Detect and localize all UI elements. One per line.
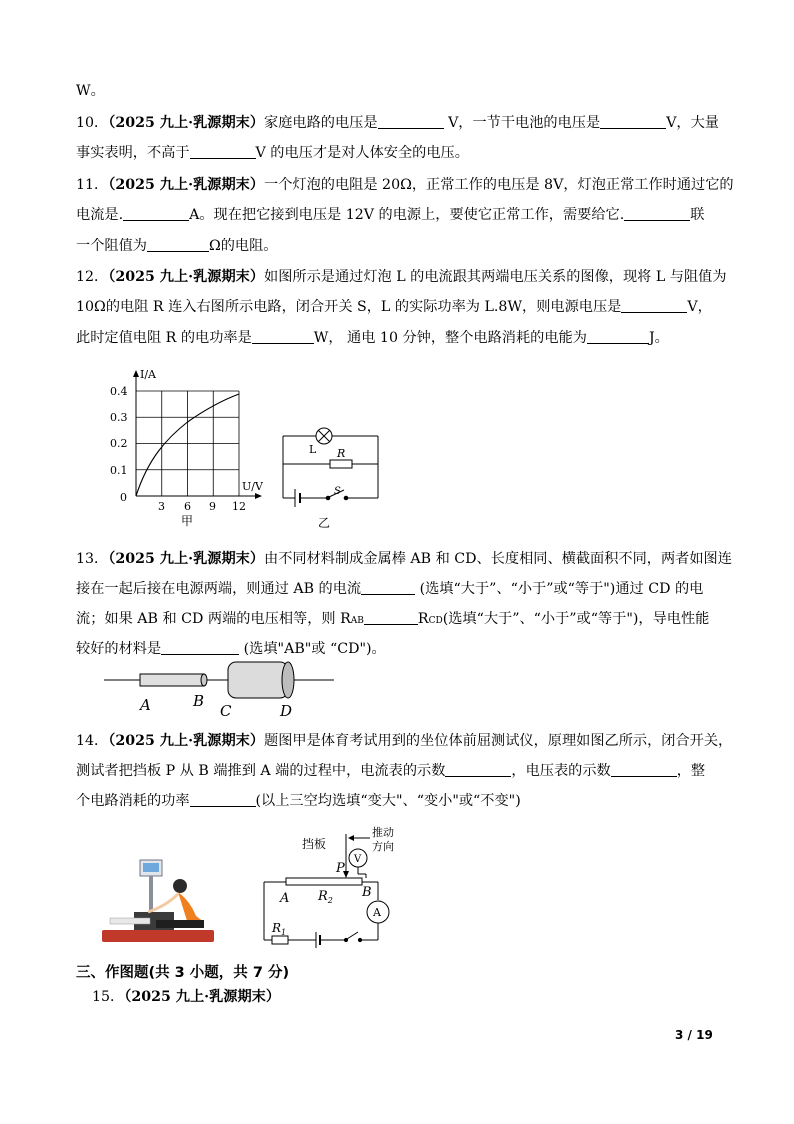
xtick: 12 — [232, 500, 246, 513]
q11-line1: 11．（2025 九上·乳源期末）一个灯泡的电阻是 20Ω，正常工作的电压是 8V，灯泡正常工作时通过它的 — [76, 177, 734, 193]
xtick: 3 — [158, 500, 165, 513]
q12-line3: 此时定值电阻 R 的电功率是 W， 通电 10 分钟，整个电路消耗的电能为 J。 — [76, 330, 669, 346]
rod-ab — [140, 674, 204, 686]
q13-line4: 较好的材料是 (选填"AB"或 “CD")。 — [76, 641, 386, 657]
label-d: D — [280, 702, 293, 720]
q11-line2: 电流是. A。现在把它接到电压是 12V 的电源上，要使它正常工作，需要给它. 联 — [76, 207, 705, 223]
person-legs — [156, 920, 204, 928]
iu-graph — [110, 368, 264, 528]
q12-figures — [108, 364, 398, 534]
resistor-label: R — [337, 447, 346, 460]
a-end-label: A — [280, 891, 290, 906]
rod-cd — [228, 662, 288, 698]
baffle-label: 挡板 — [302, 837, 327, 851]
switch-icon — [347, 932, 358, 939]
q14-circuit — [258, 822, 408, 950]
q10-blank1[interactable] — [378, 114, 444, 129]
ytick: 0.3 — [110, 411, 128, 424]
section-title: 三、作图题(共 3 小题，共 7 分) — [76, 965, 290, 981]
voltmeter-label: V — [354, 854, 362, 865]
q12-blank2[interactable] — [252, 329, 314, 344]
mat — [102, 930, 214, 942]
ytick: 0.1 — [110, 464, 128, 477]
q14-line1: 14．（2025 九上·乳源期末）题图甲是体育考试用到的坐位体前屈测试仪，原理如图乙所示，闭合开关， — [76, 733, 733, 749]
label-b: B — [193, 692, 205, 710]
q12-blank1[interactable] — [621, 298, 687, 313]
q11-blank2[interactable] — [624, 206, 690, 221]
q13-blank3[interactable] — [161, 640, 239, 655]
graph-ylabel: I/A — [140, 368, 156, 381]
q13-line2: 接在一起后接在电源两端，则通过 AB 的电流 (选填“大于”、“小于”或“等于")通过 CD 的电 — [76, 581, 704, 597]
ytick: 0.4 — [110, 385, 128, 398]
q12-line1: 12．（2025 九上·乳源期末）如图所示是通过灯泡 L 的电流跟其两端电压关系的图像，现将 L 与阻值为 — [76, 269, 727, 285]
push-label-1: 推动 — [372, 826, 394, 839]
q13-blank1[interactable] — [361, 580, 415, 595]
page-number: 3 / 19 — [675, 1028, 713, 1042]
switch-label: S — [334, 486, 341, 497]
q13-rods-figure — [100, 658, 340, 720]
q10-blank2[interactable] — [600, 114, 666, 129]
b-end-label: B — [362, 885, 372, 900]
r1-label: $R_1$ — [272, 921, 287, 937]
circuit-caption: 乙 — [318, 516, 331, 530]
ytick: 0 — [120, 491, 127, 504]
graph-caption: 甲 — [181, 514, 194, 528]
r2-label: $R_2$ — [318, 889, 333, 905]
ytick: 0.2 — [110, 437, 128, 450]
q14-line3: 个电路消耗的功率 (以上三空均选填“变大"、“变小"或“不变") — [76, 793, 521, 809]
q9-tail: W。 — [76, 83, 105, 99]
q12-blank3[interactable] — [587, 329, 649, 344]
p-label: P — [336, 861, 345, 876]
q11-line3: 一个阻值为 Ω的电阻。 — [76, 238, 278, 254]
q10-line1: 10．（2025 九上·乳源期末）家庭电路的电压是 V，一节干电池的电压是 V，大量 — [76, 115, 719, 131]
label-c: C — [220, 702, 232, 720]
resistor-r1 — [272, 936, 288, 944]
q14-blank3[interactable] — [190, 792, 256, 807]
q10-line2: 事实表明，不高于 V 的电压才是对人体安全的电压。 — [76, 145, 469, 161]
person-body — [178, 892, 204, 924]
q14-line2: 测试者把挡板 P 从 B 端推到 A 端的过程中，电流表的示数 ，电压表的示数 ，整 — [76, 763, 706, 779]
q12-circuit — [283, 428, 378, 507]
q13-line3: 流；如果 AB 和 CD 两端的电压相等，则 RAB RCD(选填“大于”、“小于”或“等于")，导电性能 — [76, 611, 710, 627]
xtick: 6 — [184, 500, 191, 513]
q12-line2: 10Ω的电阻 R 连入右图所示电路，闭合开关 S，L 的实际功率为 L.8W，则电源电压是 V， — [76, 299, 712, 315]
push-label-2: 方向 — [372, 840, 394, 853]
q13-line1: 13．（2025 九上·乳源期末）由不同材料制成金属棒 AB 和 CD、长度相同、横截面积不同，两者如图连 — [76, 551, 732, 567]
q15-line1: 15．（2025 九上·乳源期末） — [92, 989, 281, 1005]
resistor-icon — [330, 460, 352, 468]
person-head — [173, 879, 187, 893]
q10-blank3[interactable] — [190, 144, 256, 159]
resistor-r2 — [286, 878, 362, 885]
xtick: 9 — [209, 500, 216, 513]
q11-blank1[interactable] — [123, 206, 189, 221]
q11-blank3[interactable] — [147, 237, 209, 252]
graph-xlabel: U/V — [242, 480, 263, 493]
ammeter-label: A — [373, 906, 381, 919]
q13-blank2[interactable] — [364, 610, 418, 625]
lamp-label: L — [309, 443, 317, 456]
label-a: A — [140, 696, 151, 714]
q14-blank2[interactable] — [611, 762, 677, 777]
q14-blank1[interactable] — [445, 762, 511, 777]
sit-and-reach-photo — [100, 852, 218, 944]
